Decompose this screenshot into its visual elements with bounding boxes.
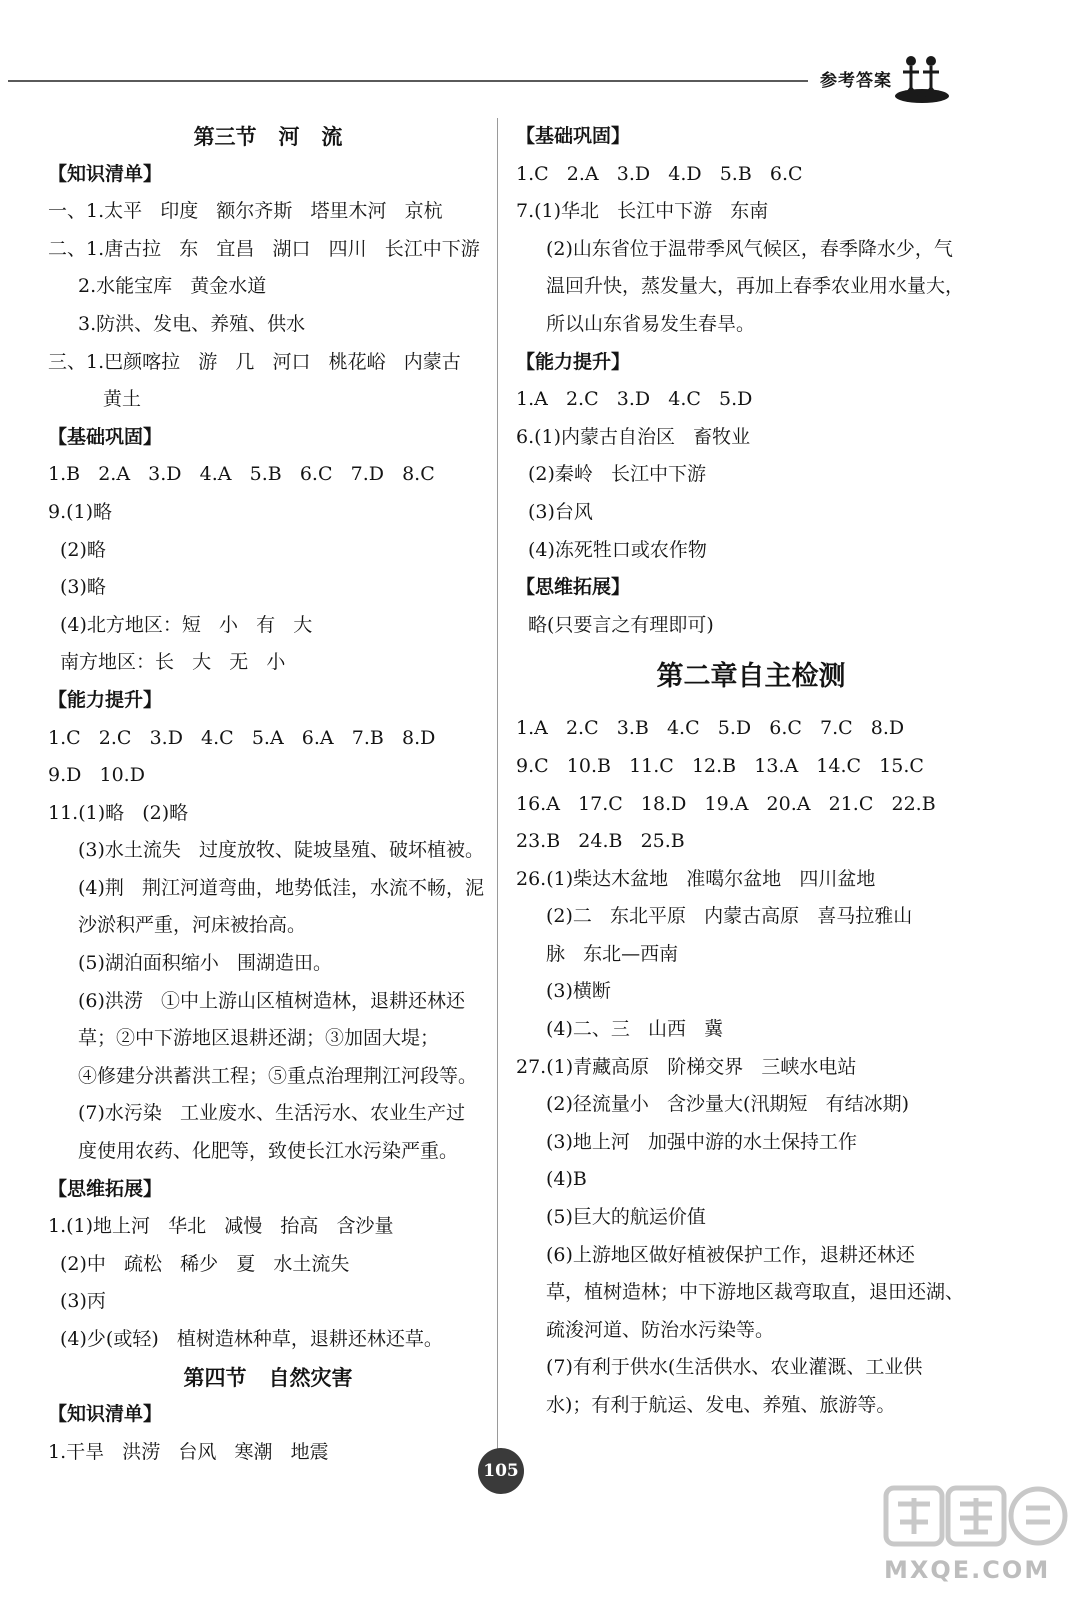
answer-line: 1.B 2.A 3.D 4.A 5.B 6.C 7.D 8.C xyxy=(48,463,435,486)
answer-line: 所以山东省易发生春旱。 xyxy=(546,312,756,335)
answer-line: (4)B xyxy=(546,1168,587,1191)
basic-consolidation-heading: 【基础巩固】 xyxy=(48,425,163,448)
answer-line: 黄土 xyxy=(103,388,142,411)
answer-line: 度使用农药、化肥等，致使长江水污染严重。 xyxy=(78,1140,459,1163)
answer-line: (3)台风 xyxy=(528,500,593,523)
answer-line: 9.C 10.B 11.C 12.B 13.A 14.C 15.C xyxy=(516,754,924,777)
answer-line: (2)略 xyxy=(60,538,106,561)
answer-line: 脉 东北—西南 xyxy=(546,942,679,965)
thinking-extension-heading: 【思维拓展】 xyxy=(48,1177,163,1200)
answer-line: (2)二 东北平原 内蒙古高原 喜马拉雅山 xyxy=(546,905,913,928)
answer-line: (2)径流量小 含沙量大(汛期短 有结冰期) xyxy=(546,1093,909,1116)
knowledge-list-heading: 【知识清单】 xyxy=(48,162,163,185)
answer-line: 6.(1)内蒙古自治区 畜牧业 xyxy=(516,425,751,448)
header-figures-icon xyxy=(893,52,951,104)
watermark-url: MXQE.COM xyxy=(884,1556,1051,1584)
thinking-extension-heading: 【思维拓展】 xyxy=(516,576,631,599)
answer-line: 草；②中下游地区退耕还湖；③加固大堤； xyxy=(78,1027,440,1050)
header-label: 参考答案 xyxy=(820,71,892,91)
answer-line: (3)水土流失 过度放牧、陡坡垦殖、破坏植被。 xyxy=(78,839,485,862)
answer-line: 南方地区：长 大 无 小 xyxy=(60,651,286,674)
answer-line: 11.(1)略 (2)略 xyxy=(48,801,189,824)
answer-line: 27.(1)青藏高原 阶梯交界 三峡水电站 xyxy=(516,1055,857,1078)
answer-line: (2)中 疏松 稀少 夏 水土流失 xyxy=(60,1252,350,1275)
answer-line: 26.(1)柴达木盆地 准噶尔盆地 四川盆地 xyxy=(516,867,876,890)
answer-line: (4)少(或轻) 植树造林种草，退耕还林还草。 xyxy=(60,1328,443,1350)
answer-line: (2)山东省位于温带季风气候区，春季降水少，气 xyxy=(546,237,953,260)
chapter-2-test-title: 第二章自主检测 xyxy=(656,661,846,693)
answer-line: 草，植树造林；中下游地区裁弯取直，退田还湖、 xyxy=(546,1281,965,1304)
answer-line: (6)上游地区做好植被保护工作，退耕还林还 xyxy=(546,1243,915,1266)
ability-improvement-heading: 【能力提升】 xyxy=(516,350,631,373)
ability-improvement-heading: 【能力提升】 xyxy=(48,688,163,711)
answer-line: (4)北方地区：短 小 有 大 xyxy=(60,613,313,636)
section-3-title: 第三节 河 流 xyxy=(193,124,343,149)
right-column xyxy=(516,118,986,1425)
answer-line: (5)湖泊面积缩小 围湖造田。 xyxy=(78,952,333,975)
answer-line: 三、1.巴颜喀拉 游 几 河口 桃花峪 内蒙古 xyxy=(48,350,461,373)
answer-line: 1.(1)地上河 华北 减慢 抬高 含沙量 xyxy=(48,1215,394,1238)
page-number: 105 xyxy=(478,1448,524,1494)
answer-line: 1.A 2.C 3.D 4.C 5.D xyxy=(516,388,753,411)
answer-line: (2)秦岭 长江中下游 xyxy=(528,463,707,486)
basic-consolidation-heading: 【基础巩固】 xyxy=(516,125,631,147)
answer-line: (5)巨大的航运价值 xyxy=(546,1206,706,1229)
answer-line: 7.(1)华北 长江中下游 东南 xyxy=(516,200,769,223)
answer-line: (6)洪涝 ①中上游山区植树造林，退耕还林还 xyxy=(78,989,466,1012)
knowledge-list-heading: 【知识清单】 xyxy=(48,1403,163,1426)
header-rule xyxy=(8,80,808,82)
left-column xyxy=(48,118,488,1471)
answer-line: 9.D 10.D xyxy=(48,764,145,787)
section-4-title: 第四节 自然灾害 xyxy=(183,1364,353,1390)
answer-line: 略(只要言之有理即可) xyxy=(528,613,714,636)
answer-line: (3)横断 xyxy=(546,980,611,1003)
answer-line: 1.干旱 洪涝 台风 寒潮 地震 xyxy=(48,1440,329,1463)
answer-line: (3)地上河 加强中游的水土保持工作 xyxy=(546,1130,858,1153)
answer-line: ④修建分洪蓄洪工程；⑤重点治理荆江河段等。 xyxy=(78,1064,478,1087)
answer-line: (4)二、三 山西 冀 xyxy=(546,1018,724,1041)
column-divider xyxy=(497,118,498,1468)
answer-line: 1.C 2.C 3.D 4.C 5.A 6.A 7.B 8.D xyxy=(48,726,436,749)
answer-line: (3)略 xyxy=(60,576,106,599)
answer-line: 二、1.唐古拉 东 宜昌 湖口 四川 长江中下游 xyxy=(48,237,480,260)
answer-line: 2.水能宝库 黄金水道 xyxy=(78,275,267,298)
answer-line: 水)；有利于航运、发电、养殖、旅游等。 xyxy=(546,1394,896,1416)
answer-line: (7)有利于供水(生活供水、农业灌溉、工业供 xyxy=(546,1356,923,1379)
answer-line: 温回升快，蒸发量大，再加上春季农业用水量大， xyxy=(546,275,965,298)
answer-line: (7)水污染 工业废水、生活污水、农业生产过 xyxy=(78,1102,466,1125)
answer-line: 1.C 2.A 3.D 4.D 5.B 6.C xyxy=(516,162,803,185)
answer-line: (4)冻死牲口或农作物 xyxy=(528,538,707,561)
answer-line: 疏浚河道、防治水污染等。 xyxy=(546,1318,775,1341)
answer-line: 1.A 2.C 3.B 4.C 5.D 6.C 7.C 8.D xyxy=(516,717,905,740)
answer-line: (4)荆 荆江河道弯曲，地势低洼，水流不畅，泥 xyxy=(78,876,485,899)
answer-line: 16.A 17.C 18.D 19.A 20.A 21.C 22.B xyxy=(516,792,936,815)
answer-line: 3.防洪、发电、养殖、供水 xyxy=(78,312,306,335)
answer-line: 9.(1)略 xyxy=(48,500,113,523)
answer-line: 23.B 24.B 25.B xyxy=(516,830,685,853)
answer-line: (3)丙 xyxy=(60,1290,106,1313)
answer-line: 一、1.太平 印度 额尔齐斯 塔里木河 京杭 xyxy=(48,200,443,223)
answer-line: 沙淤积严重，河床被抬高。 xyxy=(78,914,307,937)
